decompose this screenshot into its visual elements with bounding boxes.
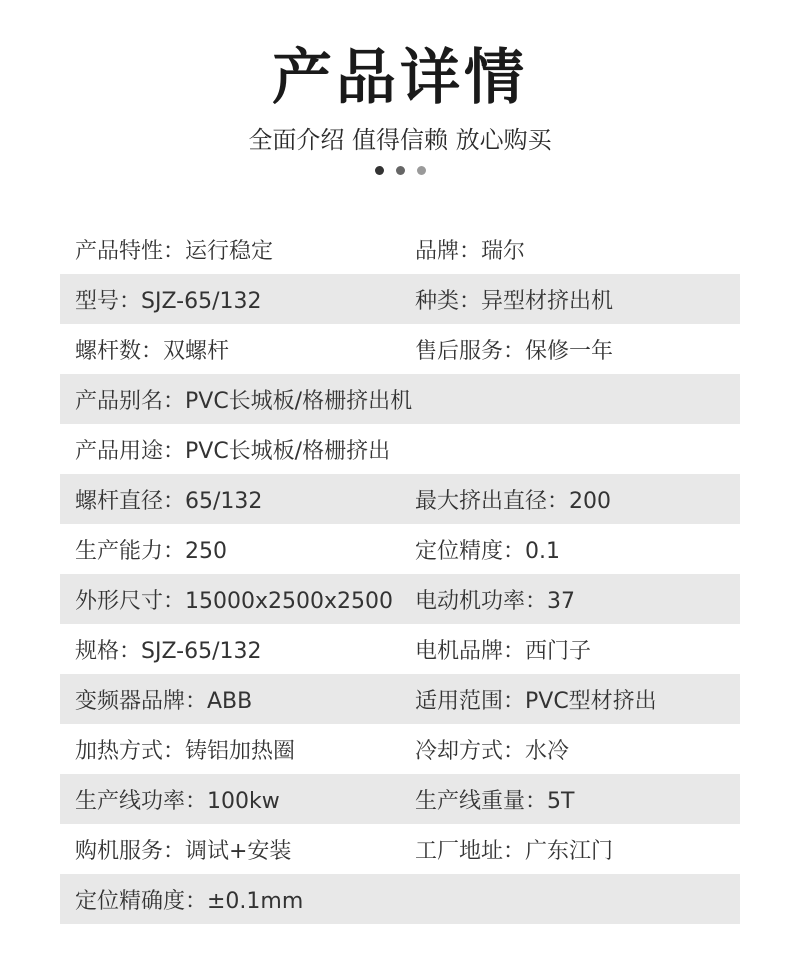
spec-cell: 电动机功率：37 [415, 588, 575, 614]
spec-row [60, 324, 740, 374]
spec-cell: 生产线重量：5T [415, 788, 575, 814]
spec-row [60, 274, 740, 324]
dot-indicator [375, 166, 384, 175]
spec-cell: 螺杆直径：65/132 [75, 488, 263, 514]
spec-cell: 工厂地址：广东江门 [415, 838, 614, 864]
spec-row [60, 474, 740, 524]
dot-indicator [417, 166, 426, 175]
spec-row [60, 224, 740, 274]
spec-row [60, 574, 740, 624]
spec-row [60, 824, 740, 874]
spec-row [60, 724, 740, 774]
spec-row [60, 374, 740, 424]
carousel-dots [0, 166, 800, 175]
dot-indicator [396, 166, 405, 175]
spec-cell: 螺杆数：双螺杆 [75, 338, 230, 364]
spec-cell: 电机品牌：西门子 [415, 638, 592, 664]
spec-cell: 变频器品牌：ABB [75, 688, 253, 714]
spec-row [60, 424, 740, 474]
spec-row [60, 874, 740, 924]
spec-cell: 冷却方式：水冷 [415, 738, 570, 764]
spec-cell: 定位精确度：±0.1mm [75, 888, 304, 914]
spec-cell: 生产能力：250 [75, 538, 227, 564]
spec-cell: 规格：SJZ-65/132 [75, 638, 262, 664]
spec-cell: 定位精度：0.1 [415, 538, 560, 564]
spec-cell: 种类：异型材挤出机 [415, 288, 614, 314]
spec-table [60, 224, 740, 924]
spec-cell: 加热方式：铸铝加热圈 [75, 738, 296, 764]
spec-row [60, 774, 740, 824]
spec-cell: 产品特性：运行稳定 [75, 238, 274, 264]
spec-cell: 产品别名：PVC长城板/格栅挤出机 [75, 388, 413, 414]
spec-cell: 生产线功率：100kw [75, 788, 280, 814]
spec-cell: 外形尺寸：15000x2500x2500 [75, 588, 394, 614]
spec-row [60, 624, 740, 674]
spec-cell: 型号：SJZ-65/132 [75, 288, 262, 314]
page-subtitle: 全面介绍 值得信赖 放心购买 [248, 126, 552, 154]
spec-row [60, 524, 740, 574]
spec-cell: 售后服务：保修一年 [415, 338, 614, 364]
spec-cell: 适用范围：PVC型材挤出 [415, 688, 657, 714]
spec-cell: 品牌：瑞尔 [415, 238, 526, 264]
page-title: 产品详情 [272, 43, 528, 113]
spec-cell: 最大挤出直径：200 [415, 488, 611, 514]
spec-cell: 产品用途：PVC长城板/格栅挤出 [75, 438, 391, 464]
spec-cell: 购机服务：调试+安装 [75, 838, 292, 864]
spec-row [60, 674, 740, 724]
